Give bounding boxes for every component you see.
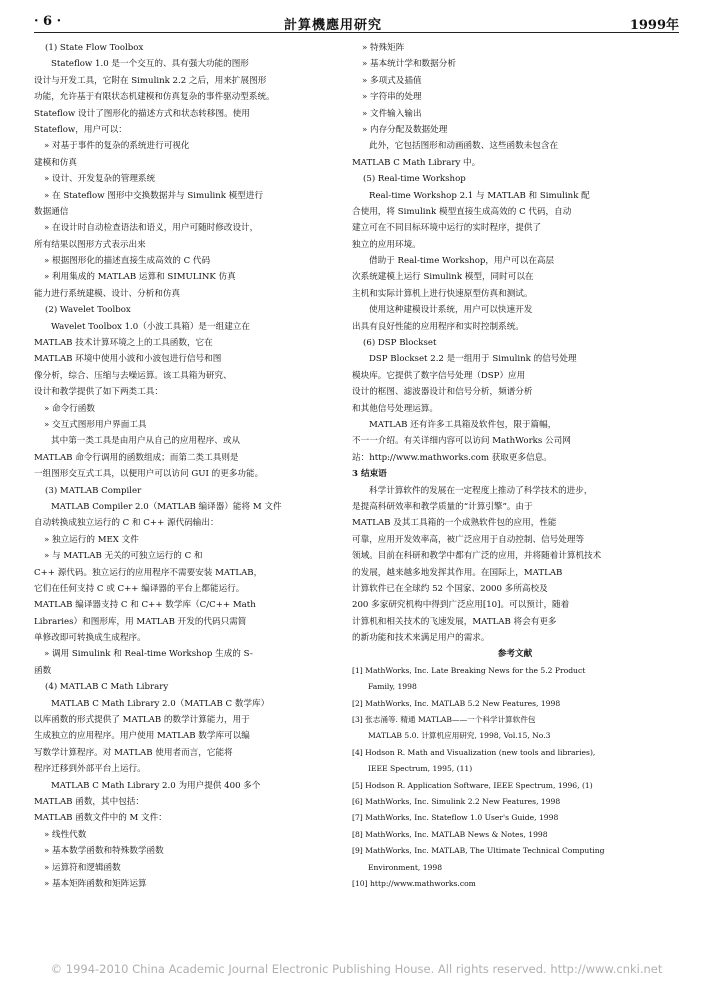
reference-line: IEEE Spectrum, 1995, (11) xyxy=(368,764,473,774)
reference-line: [1] MathWorks, Inc. Late Breaking News for the 5.2 Product xyxy=(352,665,586,675)
text-line: MATLAB 编译器支持 C 和 C++ 数学库（C/C++ Math xyxy=(34,600,256,611)
text-line: 设计的框图、滤波器设计和信号分析，频谱分析 xyxy=(352,387,533,398)
text-line: » 在 Stateflow 图形中交换数据并与 Simulink 模型进行 xyxy=(44,190,264,201)
text-line: 自动转换成独立运行的 C 和 C++ 源代码输出： xyxy=(34,518,219,529)
text-line: 次系统建模上运行 Simulink 模型，同时可以在 xyxy=(352,272,534,283)
text-line: MATLAB C Math Library 2.0（MATLAB C 数学库） xyxy=(51,698,270,709)
text-line: » 基本统计学和数据分析 xyxy=(362,59,456,70)
reference-line: [2] MathWorks, Inc. MATLAB 5.2 New Features, 1998 xyxy=(352,698,561,708)
text-line: 站：http://www.mathworks.com 获取更多信息。 xyxy=(352,452,552,463)
reference-line: [5] Hodson R. Application Software, IEEE Spectrum, 1996, (1) xyxy=(352,780,593,790)
text-line: 出具有良好性能的应用程序和实时控制系统。 xyxy=(352,321,524,332)
text-line: 的发展，越来越多地发挥其作用。在国际上，MATLAB xyxy=(352,567,563,578)
text-line: 设计和教学提供了如下两类工具： xyxy=(34,387,163,398)
reference-line: [3] 张志涌等. 精通 MATLAB——一个科学计算软件包 xyxy=(352,715,536,725)
text-line: » 交互式图形用户界面工具 xyxy=(44,419,147,430)
text-line: 其中第一类工具是由用户从自己的应用程序、或从 xyxy=(51,436,241,447)
text-line: 和其他信号处理运算。 xyxy=(352,403,438,414)
text-line: 使用这种建模设计系统，用户可以快速开发 xyxy=(369,305,533,316)
text-line: 像分析，综合、压缩与去噪运算。该工具箱为研究、 xyxy=(34,370,232,381)
text-line: MATLAB Compiler 2.0（MATLAB 编译器）能将 M 文件 xyxy=(51,501,282,512)
text-line: 领域。目前在科研和教学中都有广泛的应用，并将随着计算机技术 xyxy=(352,551,602,562)
text-line: Stateflow 设计了图形化的描述方式和状态转移图。使用 xyxy=(34,108,250,119)
copyright-footer: © 1994-2010 China Academic Journal Electronic Publishing House. All rights reserved. http://www.cnki.net xyxy=(50,962,663,976)
text-line: » 线性代数 xyxy=(44,829,87,840)
text-line: 生成独立的应用程序。用户使用 MATLAB 数学库可以编 xyxy=(34,731,250,742)
text-line: MATLAB 函数，其中包括： xyxy=(34,796,144,807)
text-line: 科学计算软件的发展在一定程度上推动了科学技术的进步， xyxy=(369,485,593,496)
section-heading: 3 结束语 xyxy=(352,469,387,480)
text-line: 合使用，将 Simulink 模型直接生成高效的 C 代码，自动 xyxy=(352,206,572,217)
text-line: MATLAB 命令行调用的函数组成；而第二类工具则是 xyxy=(34,452,239,463)
text-line: 计算机和相关技术的飞速发展，MATLAB 将会有更多 xyxy=(352,616,557,627)
journal-name: 計算機應用研究 xyxy=(284,18,383,33)
section-heading: (6) DSP Blockset xyxy=(363,338,437,349)
text-line: 此外，它包括图形和动画函数、这些函数未包含在 xyxy=(369,141,559,152)
publication-year: 1999年 xyxy=(629,18,679,33)
text-line: MATLAB 还有许多工具箱及软件包，限于篇幅， xyxy=(369,419,557,430)
text-line: 以库函数的形式提供了 MATLAB 的数学计算能力，用于 xyxy=(34,715,250,726)
text-line: Libraries）和图形库，用 MATLAB 开发的代码只需简 xyxy=(34,616,247,627)
running-header xyxy=(34,12,679,33)
text-line: » 独立运行的 MEX 文件 xyxy=(44,534,139,545)
section-heading: (4) MATLAB C Math Library xyxy=(45,682,169,693)
reference-line: [7] MathWorks, Inc. Stateflow 1.0 User's Guide, 1998 xyxy=(352,813,559,823)
text-line: » 字符串的处理 xyxy=(362,92,422,103)
text-line: Stateflow 1.0 是一个交互的、具有强大功能的图形 xyxy=(51,59,249,70)
text-line: MATLAB C Math Library 2.0 为用户提供 400 多个 xyxy=(51,780,261,791)
reference-line: [4] Hodson R. Math and Visualization (new tools and libraries), xyxy=(352,747,596,757)
text-line: 建模和仿真 xyxy=(34,157,77,168)
text-line: » 运算符和逻辑函数 xyxy=(44,862,121,873)
text-line: » 基本矩阵函数和矩阵运算 xyxy=(44,878,147,889)
text-line: 模块库。它提供了数字信号处理（DSP）应用 xyxy=(352,370,526,381)
reference-line: [10] http://www.mathworks.com xyxy=(352,878,476,888)
reference-line: Environment, 1998 xyxy=(368,862,443,872)
text-line: » 文件输入输出 xyxy=(362,108,422,119)
text-line: 单修改即可转换成生成程序。 xyxy=(34,633,146,644)
text-line: » 利用集成的 MATLAB 运算和 SIMULINK 仿真 xyxy=(44,272,236,283)
text-line: MATLAB 函数文件中的 M 文件： xyxy=(34,813,167,824)
section-heading: (2) Wavelet Toolbox xyxy=(45,305,131,316)
section-heading: (5) Real-time Workshop xyxy=(363,174,466,185)
text-line: 200 多家研究机构中得到广泛应用[10]。可以预计，随着 xyxy=(352,600,570,611)
section-heading: 参考文献 xyxy=(497,649,533,660)
reference-line: [6] MathWorks, Inc. Simulink 2.2 New Features, 1998 xyxy=(352,796,561,806)
text-line: 能力进行系统建模、设计、分析和仿真 xyxy=(34,288,181,299)
text-line: 计算软件已在全球约 52 个国家、2000 多所高校及 xyxy=(352,583,548,594)
reference-line: [8] MathWorks, Inc. MATLAB News & Notes, 1998 xyxy=(352,829,548,839)
text-line: » 调用 Simulink 和 Real-time Workshop 生成的 S- xyxy=(44,649,253,660)
right-column xyxy=(352,40,678,892)
text-line: Stateflow，用户可以： xyxy=(34,124,127,135)
left-column xyxy=(34,40,339,892)
text-line: » 命令行函数 xyxy=(44,403,95,414)
text-line: 写数学计算程序。对 MATLAB 使用者而言，它能将 xyxy=(34,747,233,758)
text-line: Wavelet Toolbox 1.0（小波工具箱）是一组建立在 xyxy=(51,321,250,332)
text-line: C++ 源代码。独立运行的应用程序不需要安装 MATLAB， xyxy=(34,567,263,578)
text-line: 程序迁移到外部平台上运行。 xyxy=(34,764,146,775)
text-line: 独立的应用环境。 xyxy=(352,239,421,250)
text-line: 借助于 Real-time Workshop，用户可以在高层 xyxy=(369,256,555,267)
text-line: 不一一介绍。有关详细内容可以访问 MathWorks 公司网 xyxy=(352,436,571,447)
text-line: 主机和实际计算机上进行快速原型仿真和测试。 xyxy=(352,288,533,299)
text-line: 的新功能和技术来满足用户的需求。 xyxy=(352,633,490,644)
text-line: » 设计、开发复杂的管理系统 xyxy=(44,174,156,185)
text-line: 数据通信 xyxy=(34,206,69,217)
text-line: » 内存分配及数据处理 xyxy=(362,124,448,135)
text-line: DSP Blockset 2.2 是一组用于 Simulink 的信号处理 xyxy=(369,354,577,365)
text-line: » 与 MATLAB 无关的可独立运行的 C 和 xyxy=(44,551,203,562)
text-line: » 在设计时自动检查语法和语义，用户可随时修改设计， xyxy=(44,223,259,234)
text-line: 是提高科研效率和教学质量的“计算引擎”。由于 xyxy=(352,501,533,512)
text-line: MATLAB 环境中使用小波和小波包进行信号和图 xyxy=(34,354,222,365)
text-line: MATLAB C Math Library 中。 xyxy=(352,157,481,168)
text-line: 建立可在不同目标环境中运行的实时程序，提供了 xyxy=(352,223,542,234)
text-line: » 对基于事件的复杂的系统进行可视化 xyxy=(44,141,190,152)
section-heading: (1) State Flow Toolbox xyxy=(45,43,144,53)
text-line: » 根据图形化的描述直接生成高效的 C 代码 xyxy=(44,256,211,267)
text-line: MATLAB 及其工具箱的一个成熟软件包的应用，性能 xyxy=(352,518,557,529)
text-line: 功能，允许基于有限状态机建模和仿真复杂的事件驱动型系统。 xyxy=(34,92,275,103)
text-line: » 基本数学函数和特殊数学函数 xyxy=(44,846,164,857)
text-line: 可靠，应用开发效率高，被广泛应用于自动控制、信号处理等 xyxy=(352,534,585,545)
text-line: » 多项式及插值 xyxy=(362,75,422,86)
text-line: » 特殊矩阵 xyxy=(362,43,405,53)
text-line: 它们在任何支持 C 或 C++ 编译器的平台上都能运行。 xyxy=(34,583,245,594)
text-line: 所有结果以图形方式表示出来 xyxy=(34,239,146,250)
text-line: 函数 xyxy=(34,665,52,676)
reference-line: Family, 1998 xyxy=(368,682,417,692)
reference-line: MATLAB 5.0. 计算机应用研究, 1998, Vol.15, No.3 xyxy=(368,731,551,741)
text-line: 一组图形交互式工具，以便用户可以访问 GUI 的更多功能。 xyxy=(34,469,264,480)
page-number: · 6 · xyxy=(34,14,62,29)
reference-line: [9] MathWorks, Inc. MATLAB, The Ultimate Technical Computing xyxy=(352,846,605,856)
text-line: Real-time Workshop 2.1 与 MATLAB 和 Simulink 配 xyxy=(369,190,590,201)
text-line: MATLAB 技术计算环境之上的工具函数，它在 xyxy=(34,338,213,349)
text-line: 设计与开发工具，它附在 Simulink 2.2 之后，用来扩展图形 xyxy=(34,75,267,86)
section-heading: (3) MATLAB Compiler xyxy=(45,485,142,496)
